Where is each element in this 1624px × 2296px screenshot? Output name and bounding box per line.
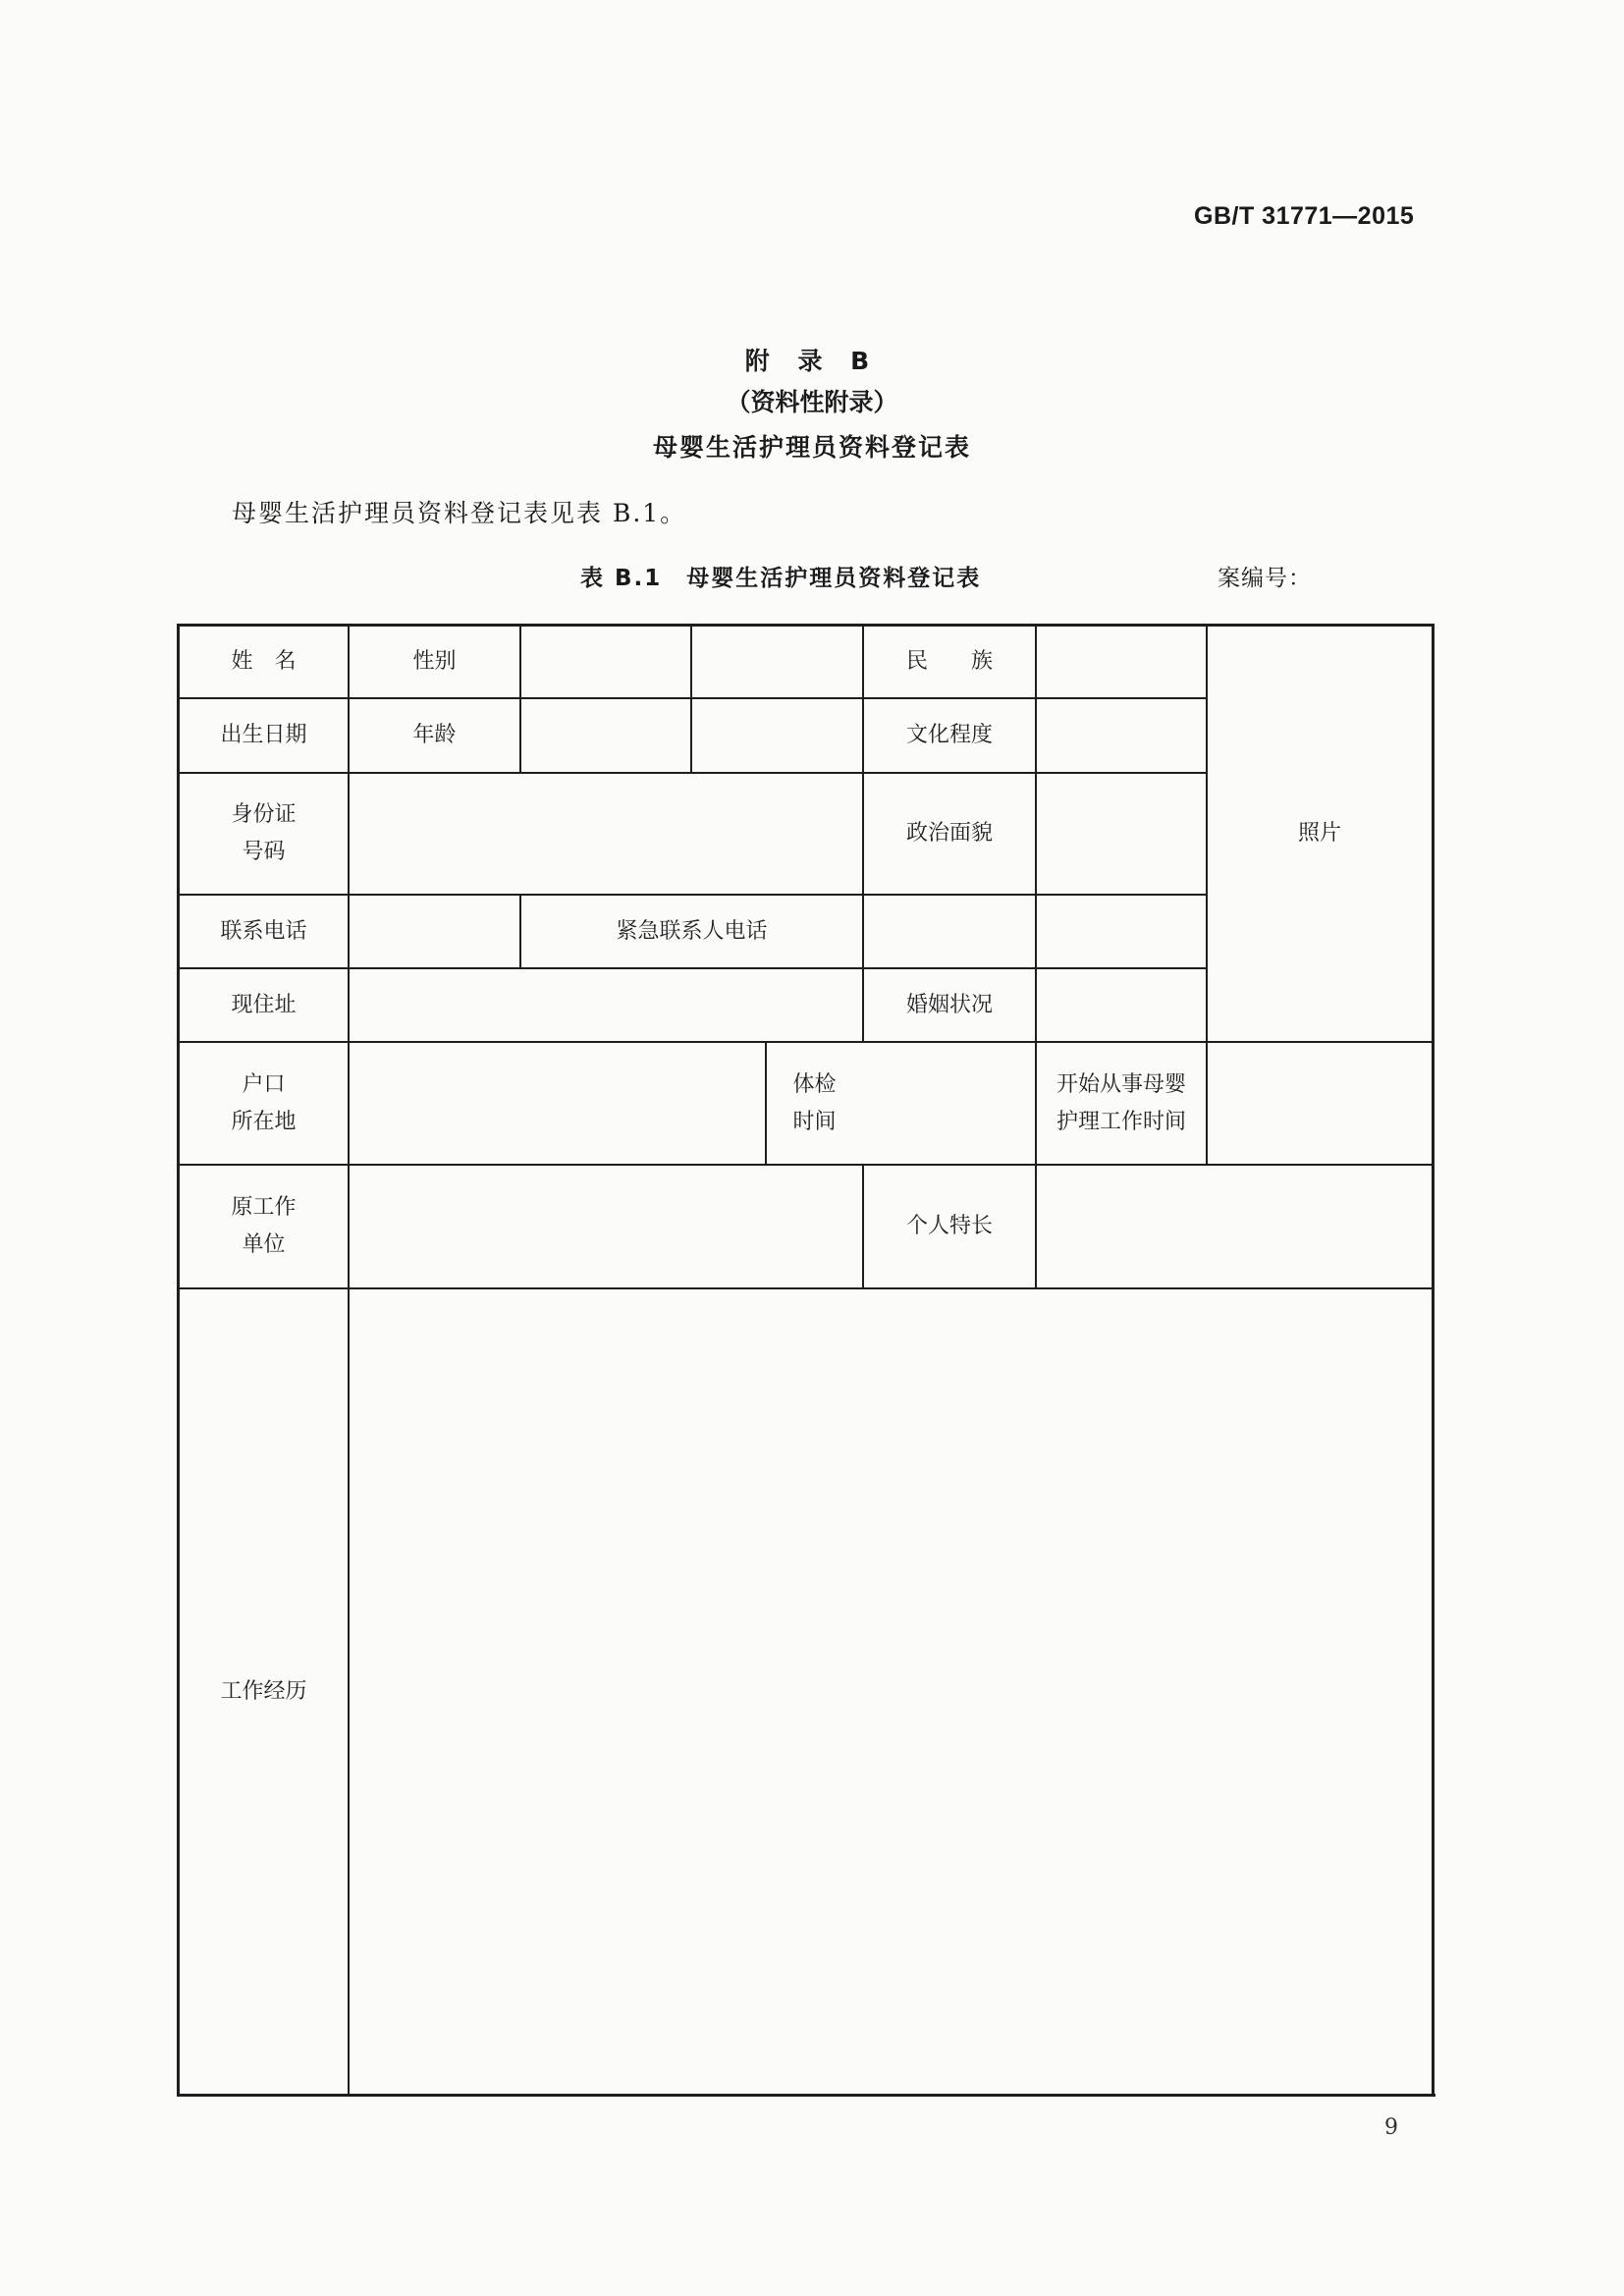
label-ethnicity: 民 族 [905,649,993,674]
intro-text: 母婴生活护理员资料登记表见表 B.1。 [232,499,687,527]
label-birth-date: 出生日期 [220,723,307,747]
label-emergency-phone: 紧急联系人电话 [616,918,768,944]
col-rule [690,624,692,773]
table-border-bottom [177,2094,1435,2097]
label-education: 文化程度 [905,723,993,747]
label-age: 年龄 [412,723,457,747]
col-rule [348,624,350,2097]
appendix-name: 母婴生活护理员资料登记表 [652,433,971,462]
col-rule [1035,624,1037,1289]
label-name: 姓 名 [231,649,297,674]
label-start-time: 开始从事母婴 护理工作时间 [1056,1071,1186,1134]
label-gender: 性别 [412,649,457,674]
row-rule [177,1287,1434,1289]
table-border-right [1432,624,1435,2097]
label-marital-status: 婚姻状况 [905,992,993,1017]
label-photo: 照片 [1297,821,1341,846]
label-phone: 联系电话 [220,918,307,944]
label-id-number: 身份证 号码 [231,802,297,864]
table-title: 表 B.1 母婴生活护理员资料登记表 [580,566,982,591]
case-number-label: 案编号： [1218,566,1312,591]
appendix-subtitle: （资料性附录） [726,388,898,416]
col-rule [519,624,521,773]
row-rule [177,1164,1434,1166]
label-checkup-time: 体检 时间 [792,1071,837,1134]
label-former-employer: 原工作 单位 [231,1195,297,1257]
page-number: 9 [1384,2115,1398,2140]
label-specialty: 个人特长 [905,1214,993,1238]
label-work-history: 工作经历 [220,1678,307,1704]
appendix-title: 附 录 B [744,347,880,375]
label-address: 现住址 [231,992,297,1017]
label-household: 户口 所在地 [231,1071,297,1134]
label-political-status: 政治面貌 [905,821,993,846]
standard-number: GB/T 31771—2015 [1194,202,1415,230]
